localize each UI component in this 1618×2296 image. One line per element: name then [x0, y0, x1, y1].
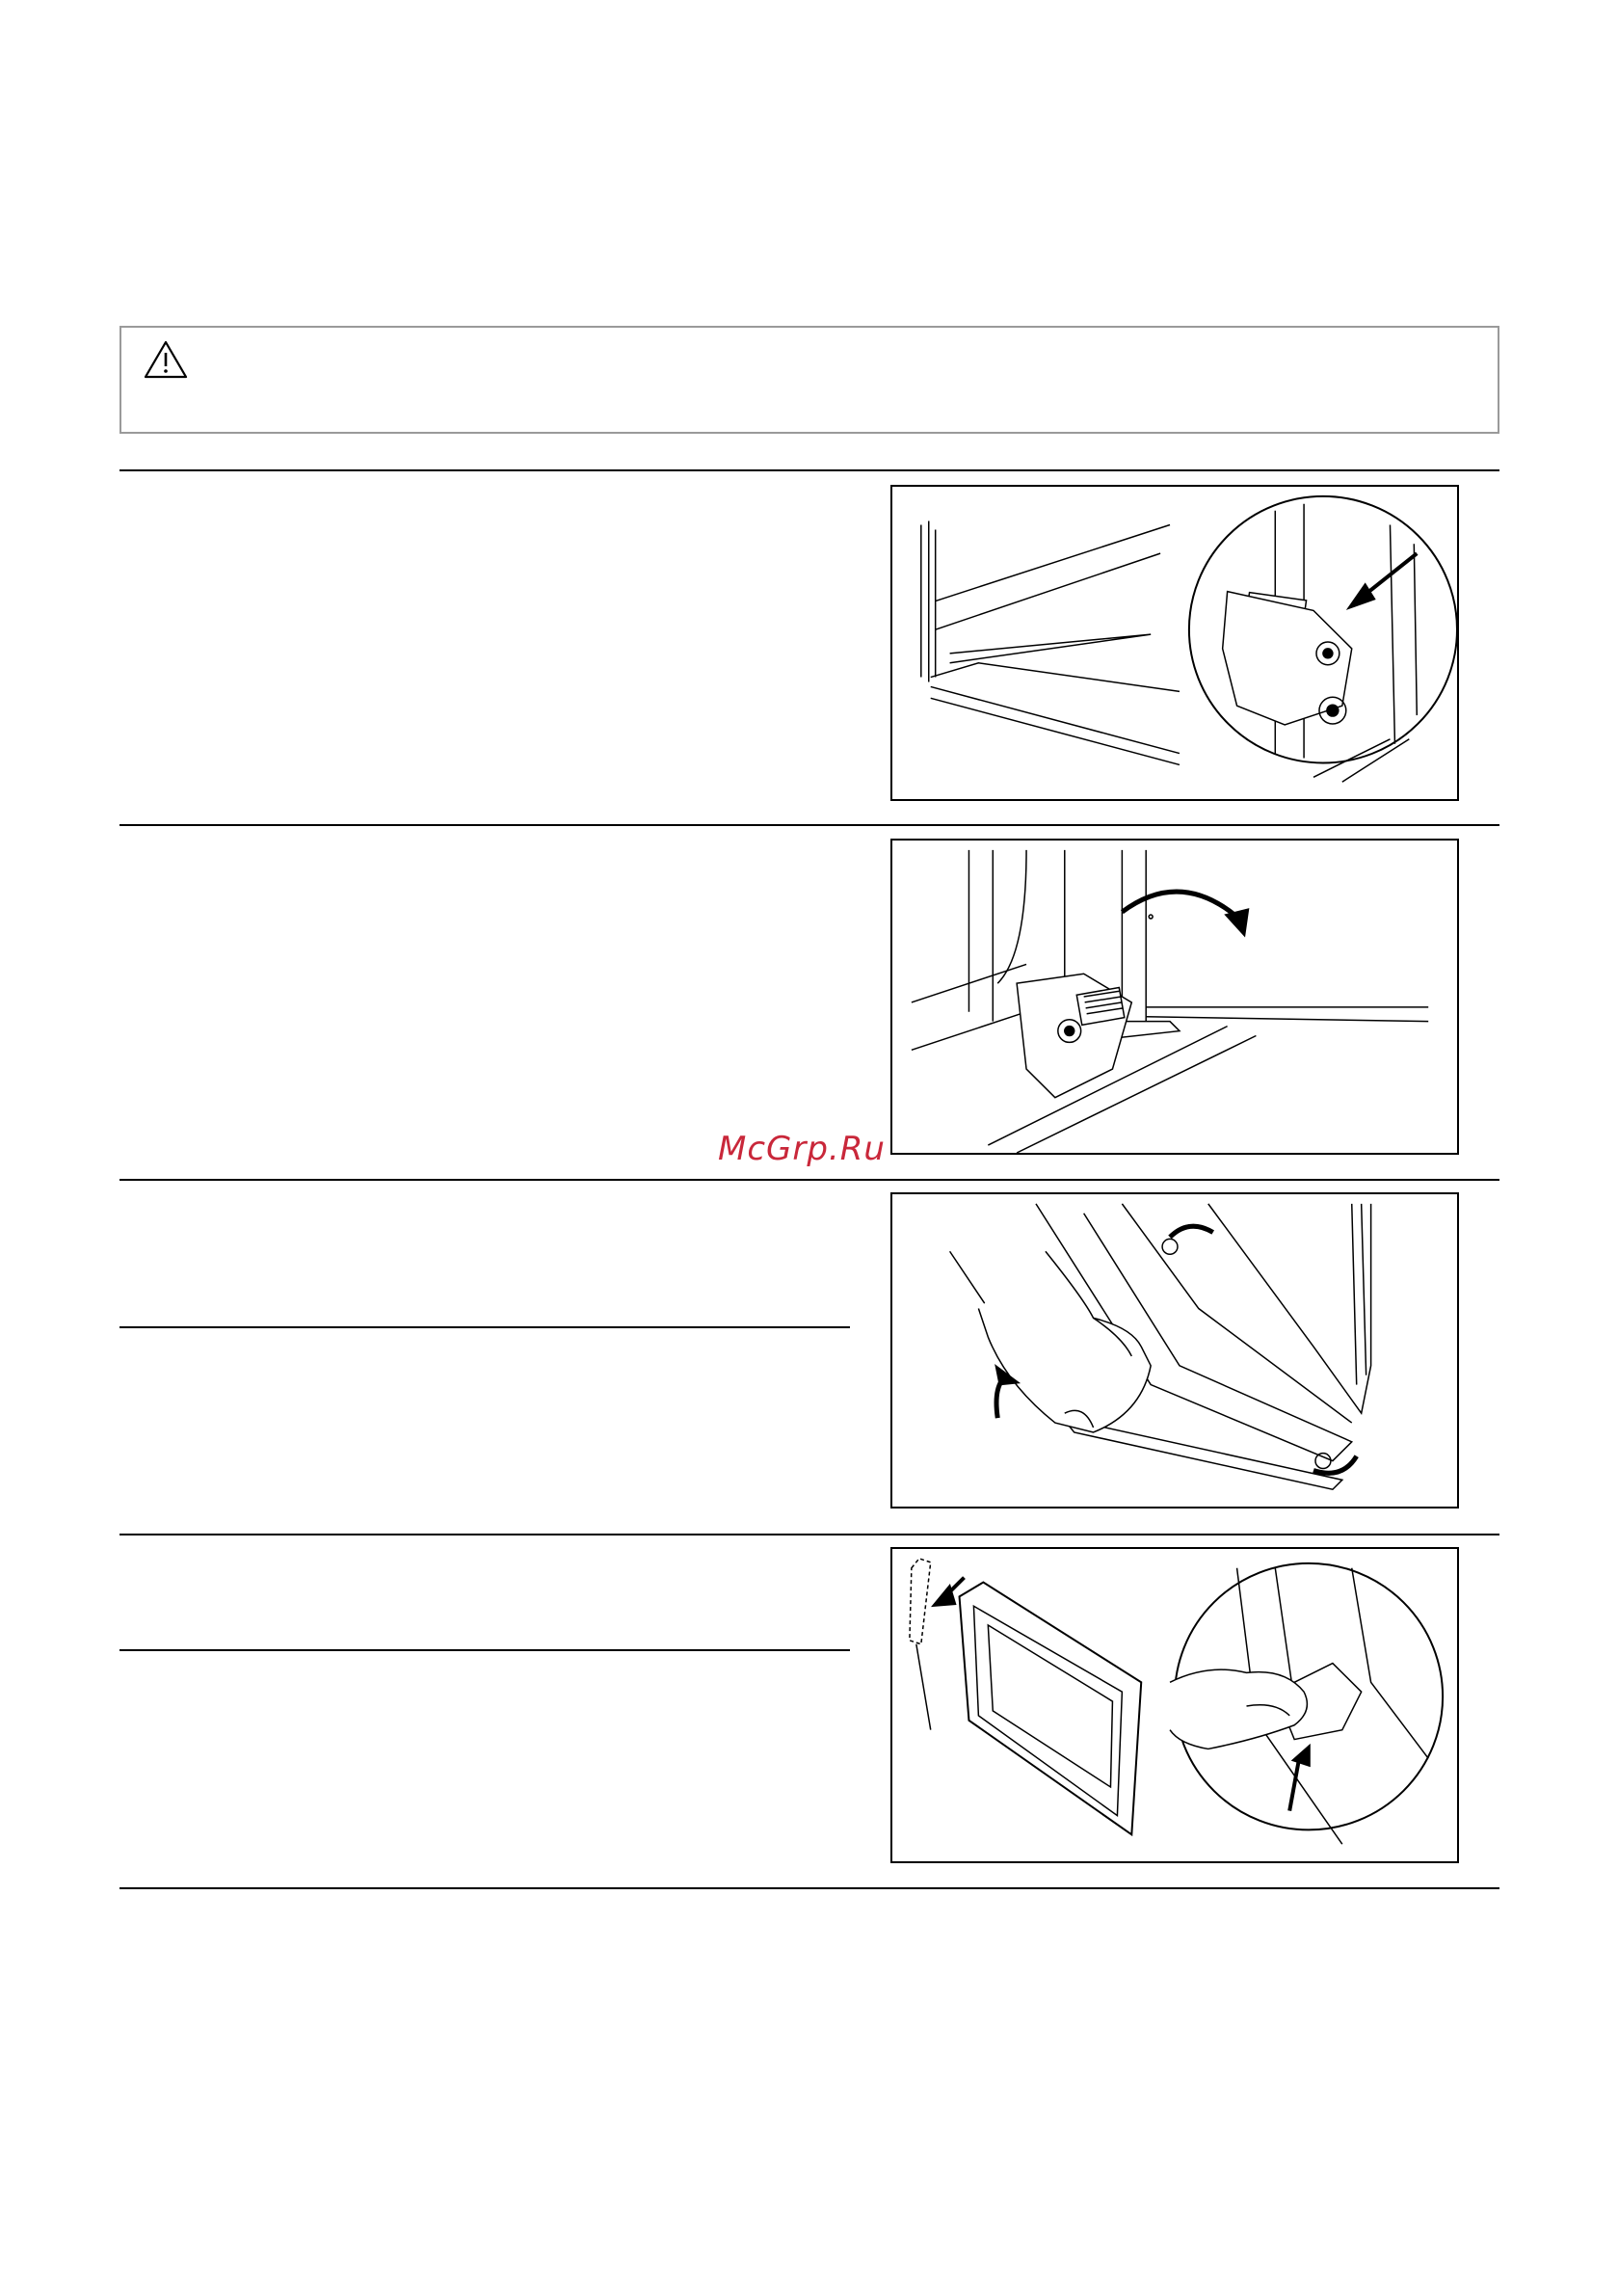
step-divider	[119, 469, 1499, 471]
hinge-lever-raise-illustration	[890, 485, 1459, 801]
door-glass-panel-release-illustration	[890, 1547, 1459, 1863]
step-subdivider	[119, 1326, 850, 1328]
step-divider	[119, 1534, 1499, 1535]
curved-arrow-icon	[1170, 1226, 1213, 1237]
hinge-lever-rotate-illustration	[890, 839, 1459, 1155]
warning-triangle-icon	[143, 339, 189, 380]
step-subdivider	[119, 1649, 850, 1651]
door-lift-removal-illustration	[890, 1192, 1459, 1508]
step-divider	[119, 824, 1499, 826]
step-divider	[119, 1179, 1499, 1181]
curved-arrow-icon	[1122, 892, 1236, 917]
watermark: McGrp.Ru	[718, 1130, 886, 1168]
step-divider	[119, 1887, 1499, 1889]
warning-box	[119, 326, 1499, 434]
